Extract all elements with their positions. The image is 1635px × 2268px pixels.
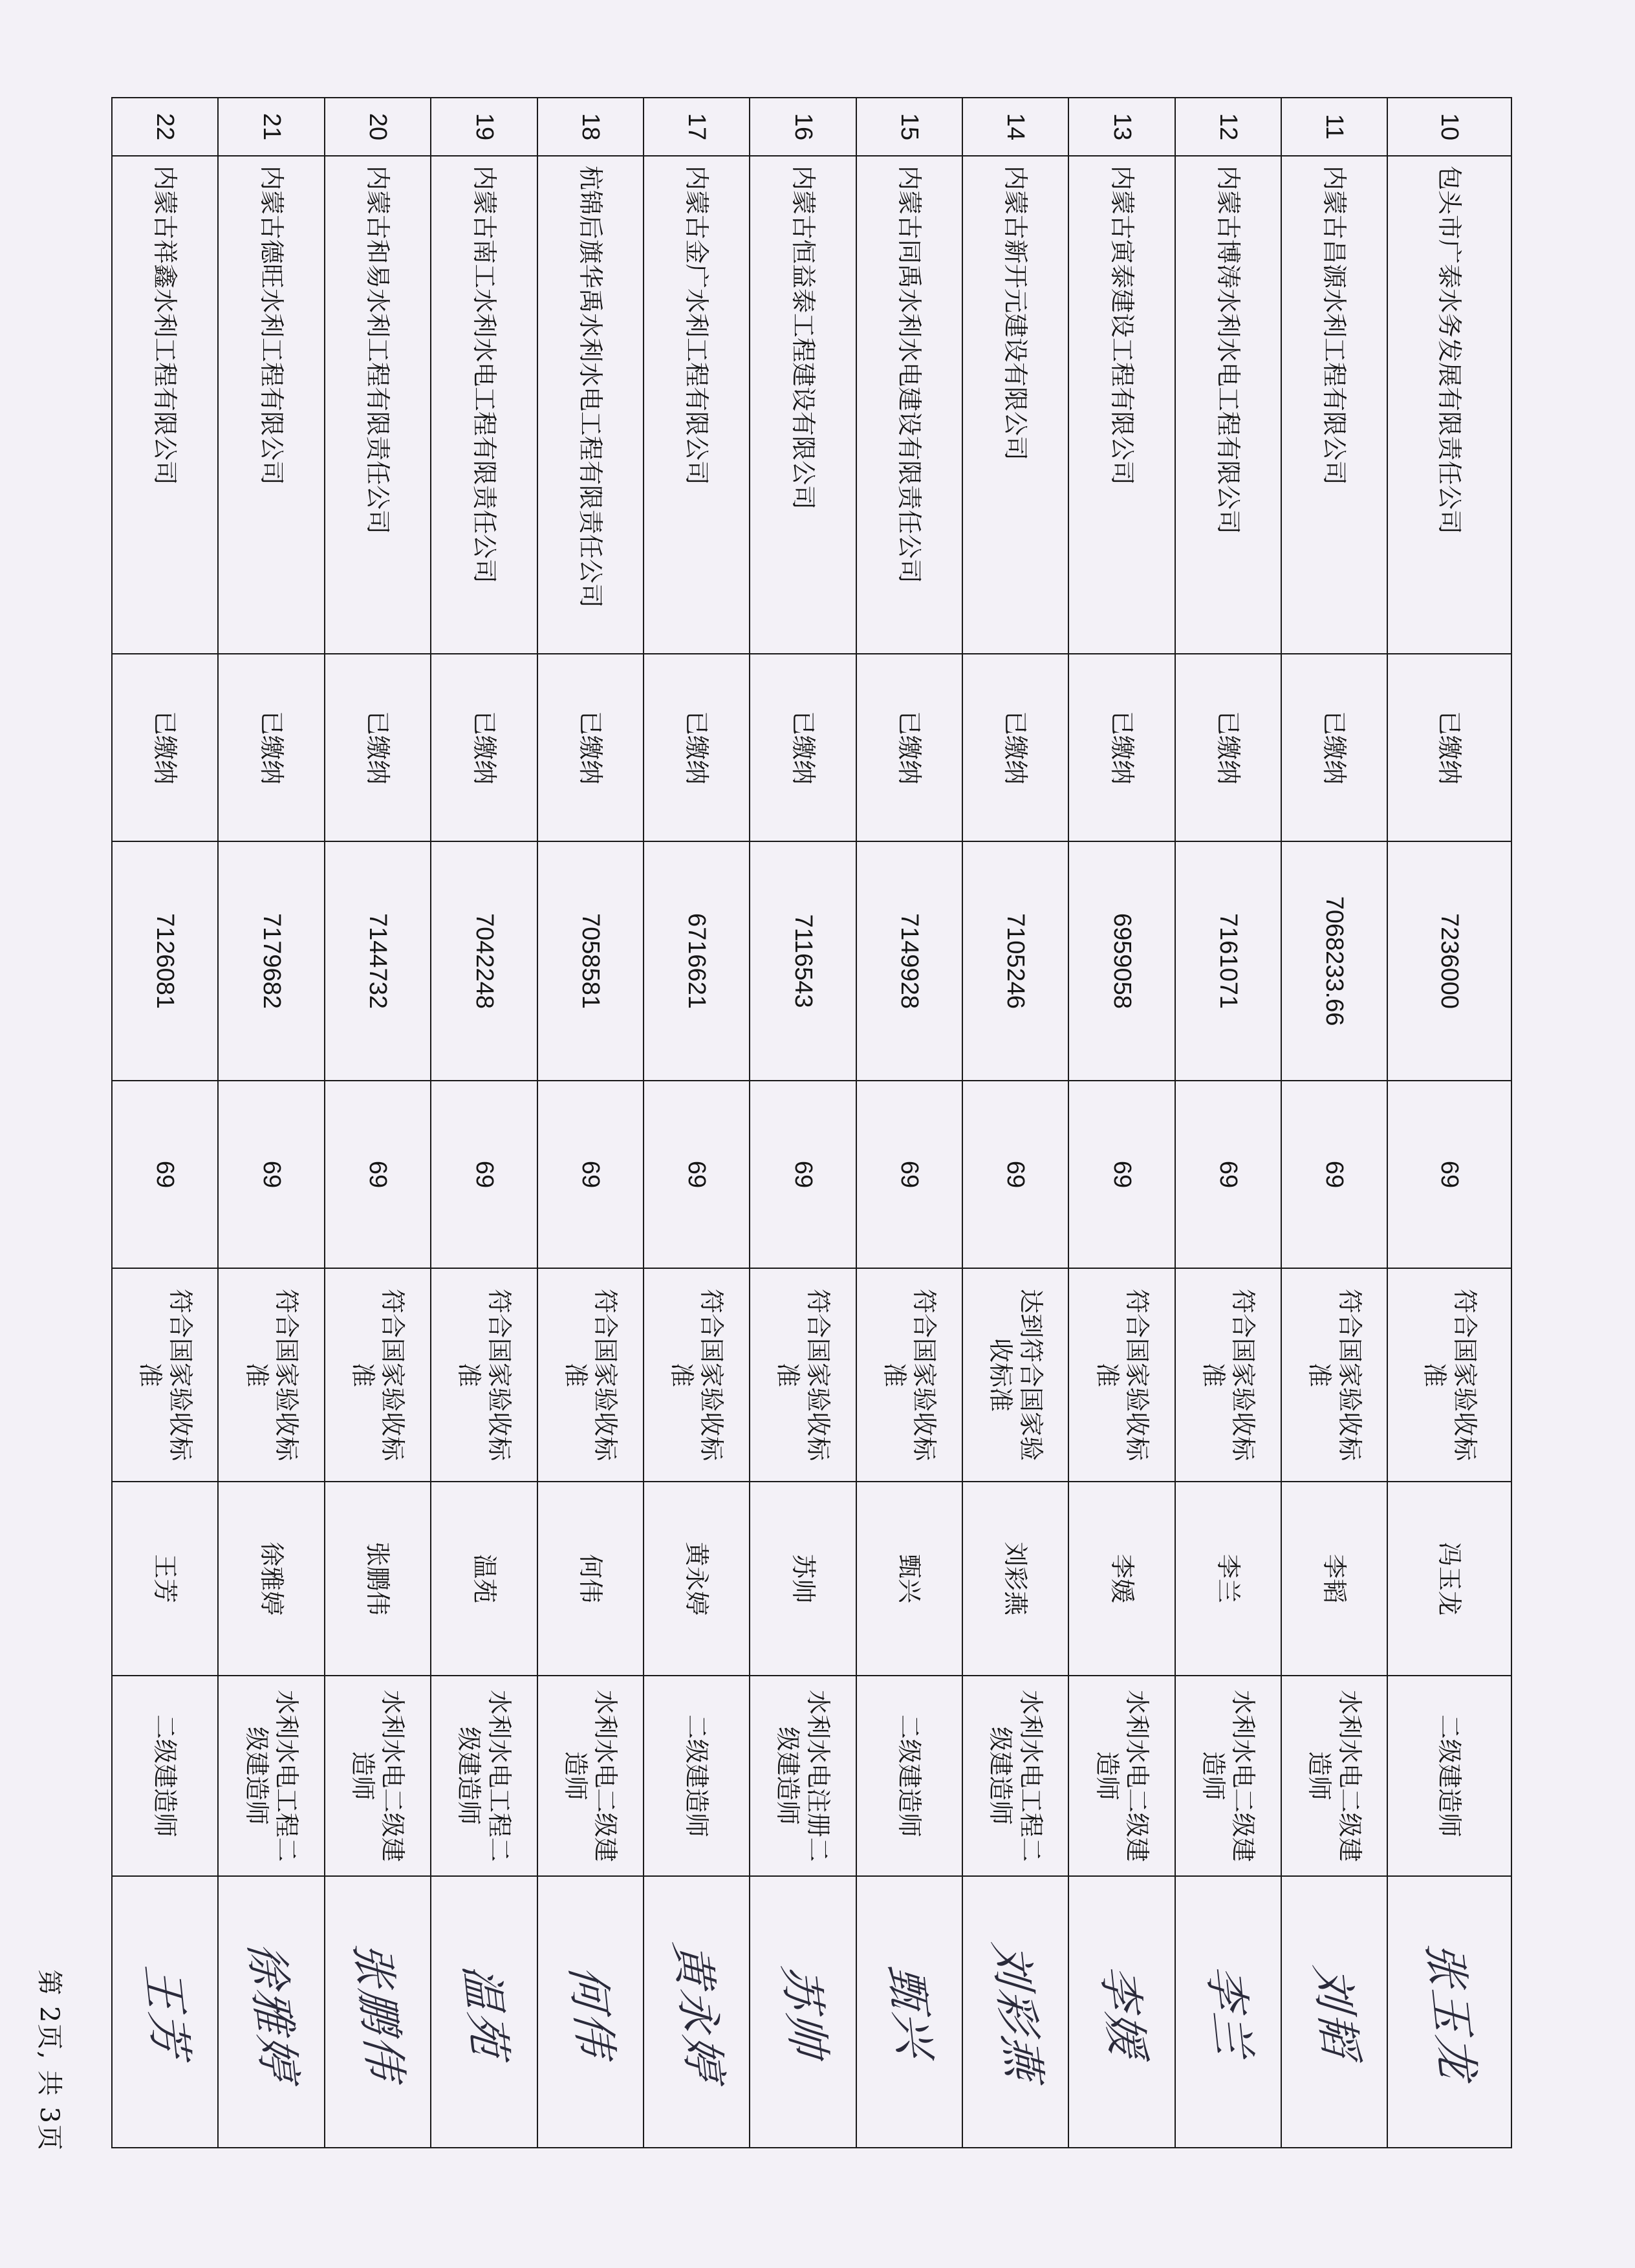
table-row <box>962 98 1068 2148</box>
score-cell: 69 <box>218 1081 324 1268</box>
qualification-cell: 二级建造师 <box>112 1676 218 1876</box>
table-row <box>1175 98 1281 2148</box>
company-name-cell: 杭锦后旗华禹水利水电工程有限责任公司 <box>537 156 644 654</box>
acceptance-result-cell: 符合国家验收标准 <box>537 1268 644 1482</box>
bid-amount-cell: 7144732 <box>325 841 431 1081</box>
acceptance-result-cell: 符合国家验收标准 <box>1387 1268 1511 1482</box>
company-name-cell: 内蒙古祥鑫水利工程有限公司 <box>112 156 218 654</box>
acceptance-result-cell: 符合国家验收标准 <box>644 1268 750 1482</box>
project-manager-cell: 李兰 <box>1175 1482 1281 1676</box>
handwritten-signature-cell <box>112 1876 218 2148</box>
signature-mark: 何伟 <box>560 1963 622 2060</box>
company-name-cell: 内蒙古同禹水利水电建设有限责任公司 <box>856 156 962 654</box>
company-name-cell: 内蒙古恒益泰工程建设有限公司 <box>750 156 856 654</box>
score-cell: 69 <box>431 1081 537 1268</box>
row-number-cell: 20 <box>325 98 431 156</box>
handwritten-signature-cell <box>537 1876 644 2148</box>
deposit-status-cell: 已缴纳 <box>962 654 1068 841</box>
row-number-cell: 11 <box>1281 98 1387 156</box>
row-number-cell: 21 <box>218 98 324 156</box>
table-row <box>750 98 856 2148</box>
qualification-cell: 水利水电二级建造师 <box>1281 1676 1387 1876</box>
table-row <box>1387 98 1511 2148</box>
row-number-cell: 22 <box>112 98 218 156</box>
bid-amount-cell: 7126081 <box>112 841 218 1081</box>
company-name-cell: 内蒙古南工水利水电工程有限责任公司 <box>431 156 537 654</box>
signature-mark: 李媛 <box>1091 1963 1154 2060</box>
row-number-cell: 19 <box>431 98 537 156</box>
deposit-status-cell: 已缴纳 <box>325 654 431 841</box>
acceptance-result-cell: 符合国家验收标准 <box>325 1268 431 1482</box>
project-manager-cell: 李媛 <box>1068 1482 1175 1676</box>
signature-mark: 王芳 <box>135 1963 197 2060</box>
deposit-status-cell: 已缴纳 <box>1281 654 1387 841</box>
row-number-cell: 15 <box>856 98 962 156</box>
signature-mark: 李兰 <box>1198 1963 1260 2060</box>
table-row <box>431 98 537 2148</box>
bid-amount-cell: 7116543 <box>750 841 856 1081</box>
handwritten-signature-cell <box>1175 1876 1281 2148</box>
signature-mark: 甄兴 <box>879 1963 941 2060</box>
acceptance-result-cell: 符合国家验收标准 <box>1281 1268 1387 1482</box>
deposit-status-cell: 已缴纳 <box>1068 654 1175 841</box>
score-cell: 69 <box>750 1081 856 1268</box>
signature-mark: 黄永婷 <box>664 1940 731 2084</box>
company-name-cell: 内蒙古和易水利工程有限责任公司 <box>325 156 431 654</box>
qualification-cell: 水利水电二级建造师 <box>1175 1676 1281 1876</box>
table-row <box>856 98 962 2148</box>
acceptance-result-cell: 符合国家验收标准 <box>750 1268 856 1482</box>
project-manager-cell: 张鹏伟 <box>325 1482 431 1676</box>
company-name-cell: 内蒙古博涛水利水电工程有限公司 <box>1175 156 1281 654</box>
qualification-cell: 二级建造师 <box>644 1676 750 1876</box>
score-cell: 69 <box>962 1081 1068 1268</box>
score-cell: 69 <box>537 1081 644 1268</box>
signature-mark: 张鹏伟 <box>345 1940 412 2084</box>
row-number-cell: 10 <box>1387 98 1511 156</box>
project-manager-cell: 黄永婷 <box>644 1482 750 1676</box>
company-name-cell: 内蒙古德旺水利工程有限公司 <box>218 156 324 654</box>
signature-mark: 刘彩燕 <box>982 1940 1050 2084</box>
signature-mark: 张玉龙 <box>1416 1940 1484 2084</box>
table-row <box>325 98 431 2148</box>
deposit-status-cell: 已缴纳 <box>644 654 750 841</box>
table-row <box>1068 98 1175 2148</box>
project-manager-cell: 刘彩燕 <box>962 1482 1068 1676</box>
handwritten-signature-cell <box>962 1876 1068 2148</box>
deposit-status-cell: 已缴纳 <box>431 654 537 841</box>
bid-amount-cell: 7236000 <box>1387 841 1511 1081</box>
handwritten-signature-cell <box>1387 1876 1511 2148</box>
project-manager-cell: 何伟 <box>537 1482 644 1676</box>
bid-amount-cell: 7058581 <box>537 841 644 1081</box>
acceptance-result-cell: 符合国家验收标准 <box>1068 1268 1175 1482</box>
score-cell: 69 <box>1175 1081 1281 1268</box>
score-cell: 69 <box>644 1081 750 1268</box>
row-number-cell: 18 <box>537 98 644 156</box>
score-cell: 69 <box>1068 1081 1175 1268</box>
deposit-status-cell: 已缴纳 <box>856 654 962 841</box>
acceptance-result-cell: 达到符合国家验收标准 <box>962 1268 1068 1482</box>
handwritten-signature-cell <box>325 1876 431 2148</box>
table-row <box>112 98 218 2148</box>
project-manager-cell: 温苑 <box>431 1482 537 1676</box>
deposit-status-cell: 已缴纳 <box>112 654 218 841</box>
deposit-status-cell: 已缴纳 <box>537 654 644 841</box>
deposit-status-cell: 已缴纳 <box>1175 654 1281 841</box>
handwritten-signature-cell <box>1068 1876 1175 2148</box>
signature-mark: 苏帅 <box>772 1963 834 2060</box>
table-row <box>644 98 750 2148</box>
row-number-cell: 17 <box>644 98 750 156</box>
qualification-cell: 二级建造师 <box>856 1676 962 1876</box>
handwritten-signature-cell <box>218 1876 324 2148</box>
signature-mark: 徐雅婷 <box>239 1940 305 2084</box>
project-manager-cell: 甄兴 <box>856 1482 962 1676</box>
project-manager-cell: 苏帅 <box>750 1482 856 1676</box>
signature-mark: 刘韬 <box>1304 1963 1366 2060</box>
acceptance-result-cell: 符合国家验收标准 <box>218 1268 324 1482</box>
handwritten-signature-cell <box>856 1876 962 2148</box>
project-manager-cell: 冯玉龙 <box>1387 1482 1511 1676</box>
handwritten-signature-cell <box>431 1876 537 2148</box>
table-row <box>1281 98 1387 2148</box>
score-cell: 69 <box>1387 1081 1511 1268</box>
company-name-cell: 内蒙古昌源水利工程有限公司 <box>1281 156 1387 654</box>
project-manager-cell: 徐雅婷 <box>218 1482 324 1676</box>
deposit-status-cell: 已缴纳 <box>750 654 856 841</box>
qualification-cell: 水利水电二级建造师 <box>1068 1676 1175 1876</box>
row-number-cell: 16 <box>750 98 856 156</box>
deposit-status-cell: 已缴纳 <box>1387 654 1511 841</box>
bid-amount-cell: 7149928 <box>856 841 962 1081</box>
bid-amount-cell: 6959058 <box>1068 841 1175 1081</box>
bid-amount-cell: 7161071 <box>1175 841 1281 1081</box>
qualification-cell: 水利水电注册二级建造师 <box>750 1676 856 1876</box>
project-manager-cell: 王芳 <box>112 1482 218 1676</box>
project-manager-cell: 李韬 <box>1281 1482 1387 1676</box>
signature-mark: 温苑 <box>453 1963 515 2060</box>
acceptance-result-cell: 符合国家验收标准 <box>431 1268 537 1482</box>
bid-amount-cell: 7105246 <box>962 841 1068 1081</box>
row-number-cell: 14 <box>962 98 1068 156</box>
table-row <box>537 98 644 2148</box>
row-number-cell: 12 <box>1175 98 1281 156</box>
table-row <box>218 98 324 2148</box>
company-name-cell: 包头市广泰水务发展有限责任公司 <box>1387 156 1511 654</box>
bid-amount-cell: 7179682 <box>218 841 324 1081</box>
company-name-cell: 内蒙古新开元建设有限公司 <box>962 156 1068 654</box>
handwritten-signature-cell <box>750 1876 856 2148</box>
bid-amount-cell: 7042248 <box>431 841 537 1081</box>
score-cell: 69 <box>112 1081 218 1268</box>
qualification-cell: 二级建造师 <box>1387 1676 1511 1876</box>
acceptance-result-cell: 符合国家验收标准 <box>1175 1268 1281 1482</box>
qualification-cell: 水利水电工程二级建造师 <box>962 1676 1068 1876</box>
qualification-cell: 水利水电工程二级建造师 <box>218 1676 324 1876</box>
row-number-cell: 13 <box>1068 98 1175 156</box>
handwritten-signature-cell <box>644 1876 750 2148</box>
handwritten-signature-cell <box>1281 1876 1387 2148</box>
score-cell: 69 <box>856 1081 962 1268</box>
acceptance-result-cell: 符合国家验收标准 <box>112 1268 218 1482</box>
company-name-cell: 内蒙古金广水利工程有限公司 <box>644 156 750 654</box>
qualification-cell: 水利水电工程二级建造师 <box>431 1676 537 1876</box>
deposit-status-cell: 已缴纳 <box>218 654 324 841</box>
score-cell: 69 <box>1281 1081 1387 1268</box>
bid-amount-cell: 7068233.66 <box>1281 841 1387 1081</box>
acceptance-result-cell: 符合国家验收标准 <box>856 1268 962 1482</box>
bid-amount-cell: 6716621 <box>644 841 750 1081</box>
table-body <box>112 98 1511 2148</box>
qualification-cell: 水利水电二级建造师 <box>325 1676 431 1876</box>
page-footer: 第 2页, 共 3页 <box>34 1969 64 2152</box>
bid-evaluation-table <box>111 97 1512 2148</box>
company-name-cell: 内蒙古寅泰建设工程有限公司 <box>1068 156 1175 654</box>
score-cell: 69 <box>325 1081 431 1268</box>
qualification-cell: 水利水电二级建造师 <box>537 1676 644 1876</box>
